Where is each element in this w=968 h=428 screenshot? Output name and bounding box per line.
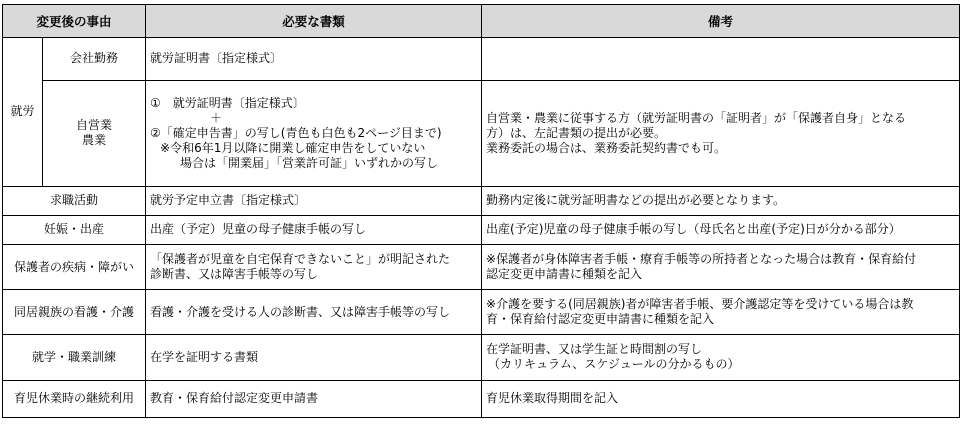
pregnancy-label: 妊娠・出産 [3,215,146,244]
caregiving-note-line1: ※介護を要する(同居親族)者が障害者手帳、要介護認定等を受けている場合は教 [486,297,914,312]
childcare-leave-label: 育児休業時の継続利用 [3,380,146,417]
self-doc-line3: ※令和6年1月以降に開業し確定申告をしていない [160,140,426,155]
caregiving-note [482,290,960,335]
illness-note [482,244,960,290]
company-label: 会社勤務 [43,38,146,81]
self-employed-note [482,80,960,186]
job-search-document: 就労予定申立書〔指定様式〕 [146,186,482,215]
caregiving-note-line2: 育・保育給付認定変更申請書に種類を記入 [486,312,715,327]
self-note-line2: 方）は、左記書類の提出が必要。 [486,125,667,140]
childcare-leave-note: 育児休業取得期間を記入 [482,380,960,417]
caregiving-label: 同居親族の看護・介護 [3,290,146,335]
self-label-line2: 農業 [82,133,107,148]
header-notes: 備考 [482,5,960,38]
employment-label: 就労 [3,38,43,186]
illness-document [146,244,482,290]
school-document: 在学を証明する書類 [146,334,482,380]
job-search-note: 勤務内定後に就労証明書などの提出が必要となります。 [482,186,960,215]
illness-doc-line2: 診断書、又は障害手帳等の写し [150,267,319,281]
school-label: 就学・職業訓練 [3,334,146,380]
illness-doc-line1: 「保護者が児童を自宅保育できないこと」が明記された [150,252,451,266]
illness-note-line2: 認定変更申請書に種類を記入 [486,267,643,281]
table-row [3,244,960,290]
self-doc-line4: 場合は「開業届」「営業許可証」いずれかの写し [180,155,439,170]
header-documents: 必要な書類 [146,5,482,38]
table-row [3,334,960,380]
pregnancy-note: 出産(予定)児童の母子健康手帳の写し（母氏名と出産(予定)日が分かる部分） [482,215,960,244]
school-note-line2: （カリキュラム、スケジュールの分かるもの） [488,357,740,372]
illness-label: 保護者の疾病・障がい [3,244,146,290]
self-doc-line1: ① 就労証明書〔指定様式〕 [150,95,305,110]
job-search-label: 求職活動 [3,186,146,215]
self-note-line3: 業務委託の場合は、業務委託契約書でも可。 [486,140,727,155]
illness-note-line1: ※保護者が身体障害者手帳・療育手帳等の所持者となった場合は教育・保育給付 [486,252,917,266]
company-note [482,38,960,81]
self-employed-document [146,80,482,186]
self-note-line1: 自営業・農業に従事する方（就労証明書の「証明者」が「保護者自身」となる [486,110,907,125]
childcare-leave-document: 教育・保育給付認定変更申請書 [146,380,482,417]
self-doc-plus: ＋ [210,110,223,125]
table-row [3,38,960,81]
table-row [3,380,960,417]
school-note [482,334,960,380]
table-row [3,186,960,215]
table-row [3,80,960,186]
self-doc-line2: ②「確定申告書」の写し(青色も白色も2ページ目まで) [150,125,442,140]
pregnancy-document: 出産（予定）児童の母子健康手帳の写し [146,215,482,244]
self-label-line1: 自営業 [76,118,113,133]
header-row [3,5,960,38]
requirements-table [2,4,960,418]
company-document: 就労証明書〔指定様式〕 [146,38,482,81]
caregiving-document: 看護・介護を受ける人の診断書、又は障害手帳等の写し [146,290,482,335]
self-employed-label [43,80,146,186]
header-reason: 変更後の事由 [3,5,146,38]
school-note-line1: 在学証明書、又は学生証と時間割の写し [486,342,703,357]
table-row [3,215,960,244]
table-row [3,290,960,335]
